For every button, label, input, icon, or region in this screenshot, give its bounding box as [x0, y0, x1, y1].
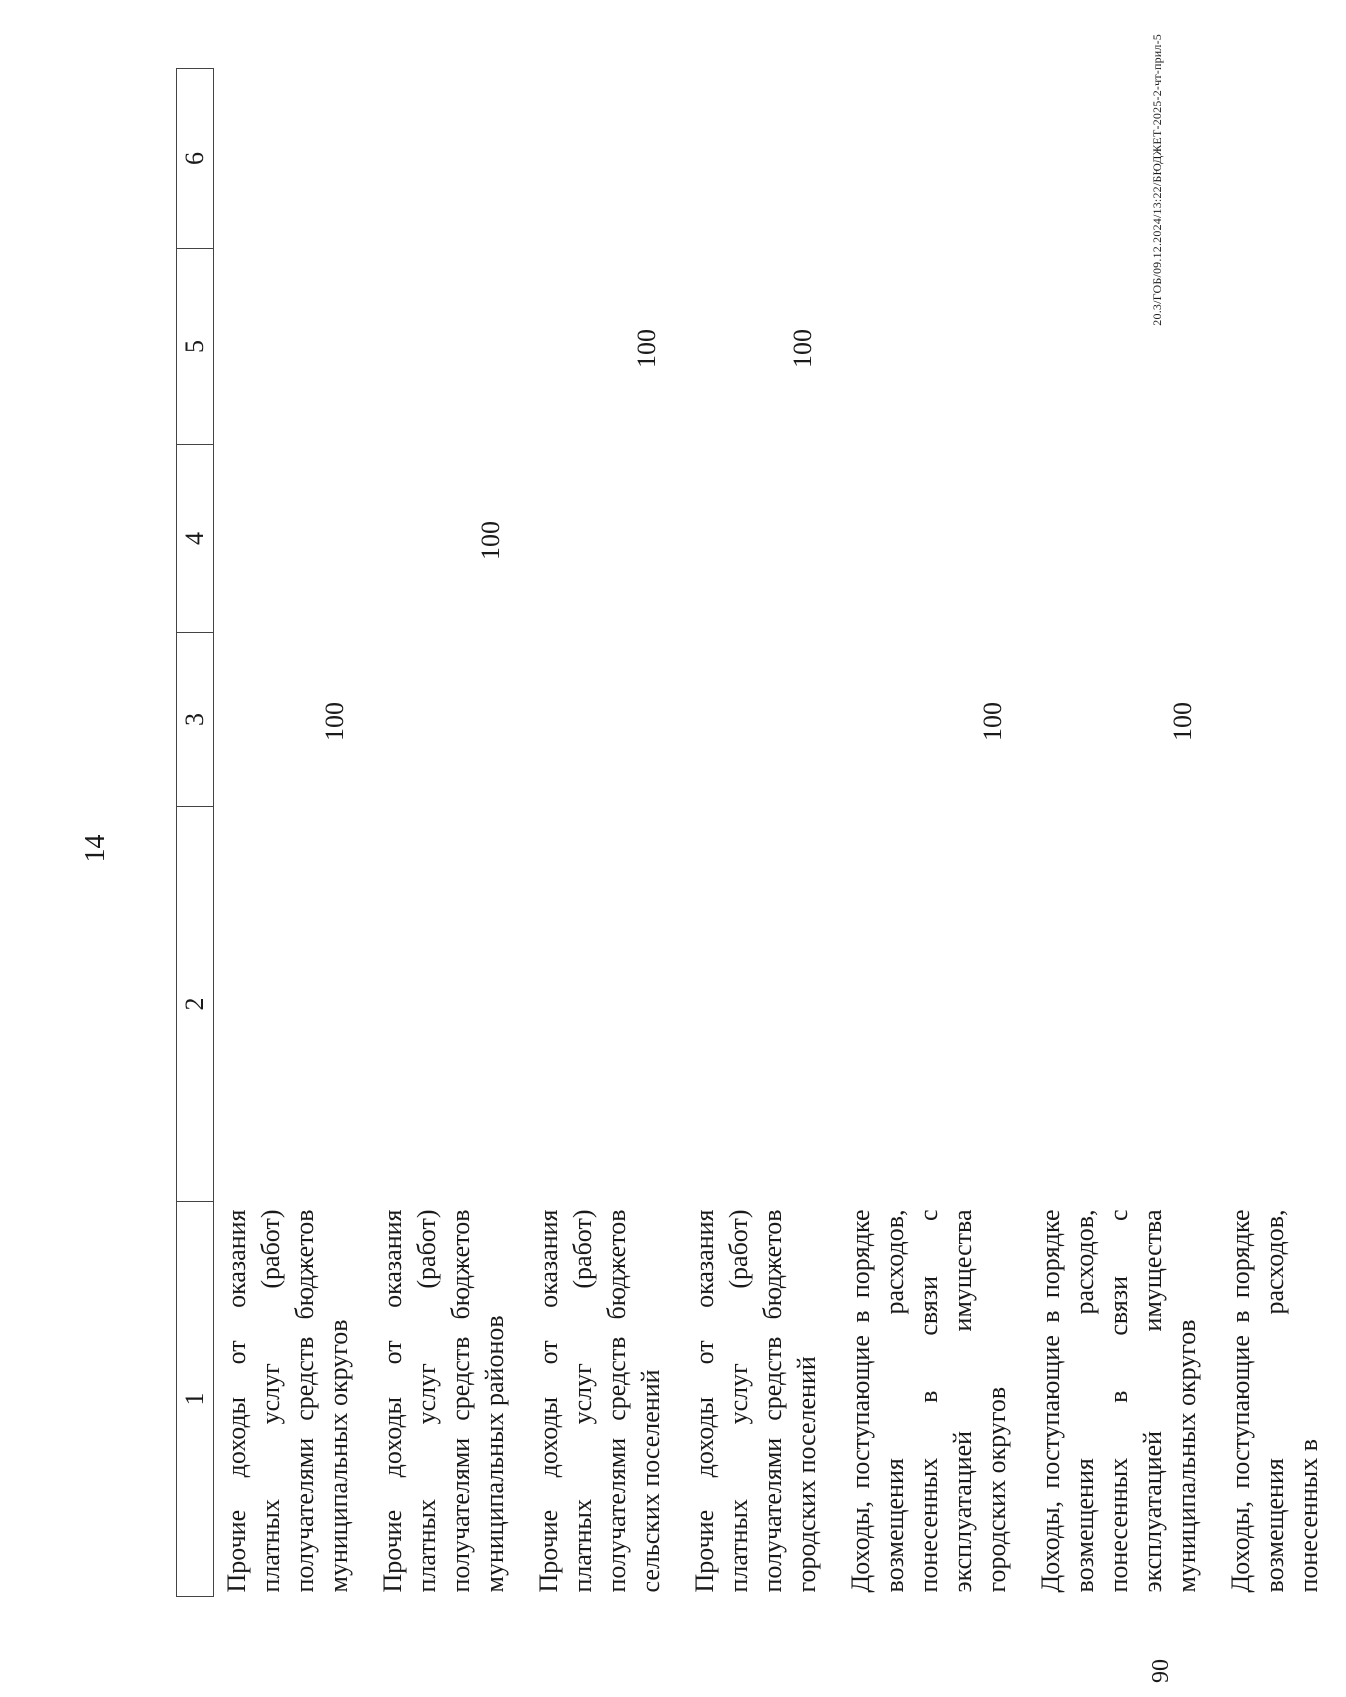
cell-col-2: [1034, 807, 1224, 1202]
cell-col-2: [214, 807, 377, 1202]
cell-col-6: [1224, 69, 1346, 249]
table-row: [1224, 69, 1346, 1597]
cell-col-6: [376, 69, 532, 249]
table-row: [532, 69, 688, 1597]
row-description: Доходы, поступающие в порядке возмещения расходов, понесенных в: [1226, 1209, 1323, 1593]
column-header-3: 3: [177, 633, 214, 807]
table-row: [1034, 69, 1224, 1597]
cell-col-4: [1224, 445, 1346, 633]
page-number: 14: [80, 834, 111, 863]
table-row: [688, 69, 844, 1597]
cell-col-3: 100: [978, 702, 1007, 741]
cell-col-5: [376, 249, 532, 445]
row-description: Доходы, поступающие в порядке возмещения расходов, понесенных в связи с эксплуатацией имущества муниципальных округов: [1036, 1209, 1201, 1593]
column-header-1: 1: [177, 1202, 214, 1597]
cell-col-4: [844, 445, 1034, 633]
row-description: Прочие доходы от оказания платных услуг (работ) получателями средств бюджетов городских поселений: [690, 1209, 821, 1593]
cell-col-6: [214, 69, 377, 249]
cell-col-5: 100: [632, 329, 661, 368]
cell-col-2: [1224, 807, 1346, 1202]
cell-col-4: 100: [476, 521, 505, 560]
cell-col-4: [1034, 445, 1224, 633]
cell-col-3: [688, 633, 844, 807]
row-description: Доходы, поступающие в порядке возмещения расходов, понесенных в связи с эксплуатацией имущества городских округов: [846, 1209, 1011, 1593]
sheet-number: 90: [1148, 1659, 1174, 1683]
column-header-6: 6: [177, 69, 214, 249]
row-description: Прочие доходы от оказания платных услуг (работ) получателями средств бюджетов муниципальных округов: [222, 1209, 353, 1593]
cell-col-4: [688, 445, 844, 633]
row-description: Прочие доходы от оказания платных услуг (работ) получателями средств бюджетов муниципальных районов: [378, 1209, 509, 1593]
cell-col-2: [532, 807, 688, 1202]
document-footer-code: 20.3/ГОБ/09.12.2024/13:22/БЮДЖЕТ-2025-2-чт-прил-5: [1150, 34, 1164, 326]
cell-col-3: [1224, 633, 1346, 807]
cell-col-2: [376, 807, 532, 1202]
revenue-table: [176, 68, 1346, 1597]
cell-col-3: 100: [1168, 702, 1197, 741]
cell-col-4: [214, 445, 377, 633]
cell-col-5: [214, 249, 377, 445]
cell-col-5: [844, 249, 1034, 445]
cell-col-3: [532, 633, 688, 807]
column-header-5: 5: [177, 249, 214, 445]
cell-col-6: [844, 69, 1034, 249]
column-number-row: [177, 69, 214, 1597]
column-header-2: 2: [177, 807, 214, 1202]
cell-col-5: 100: [788, 329, 817, 368]
column-header-4: 4: [177, 445, 214, 633]
cell-col-2: [688, 807, 844, 1202]
cell-col-3: 100: [320, 702, 349, 741]
table-row: [844, 69, 1034, 1597]
table-row: [214, 69, 377, 1597]
table-row: [376, 69, 532, 1597]
cell-col-3: [376, 633, 532, 807]
cell-col-6: [532, 69, 688, 249]
cell-col-5: [1034, 249, 1224, 445]
cell-col-6: [1034, 69, 1224, 249]
cell-col-6: [688, 69, 844, 249]
cell-col-2: [844, 807, 1034, 1202]
cell-col-5: [1224, 249, 1346, 445]
row-description: Прочие доходы от оказания платных услуг (работ) получателями средств бюджетов сельских поселений: [534, 1209, 665, 1593]
cell-col-4: [532, 445, 688, 633]
